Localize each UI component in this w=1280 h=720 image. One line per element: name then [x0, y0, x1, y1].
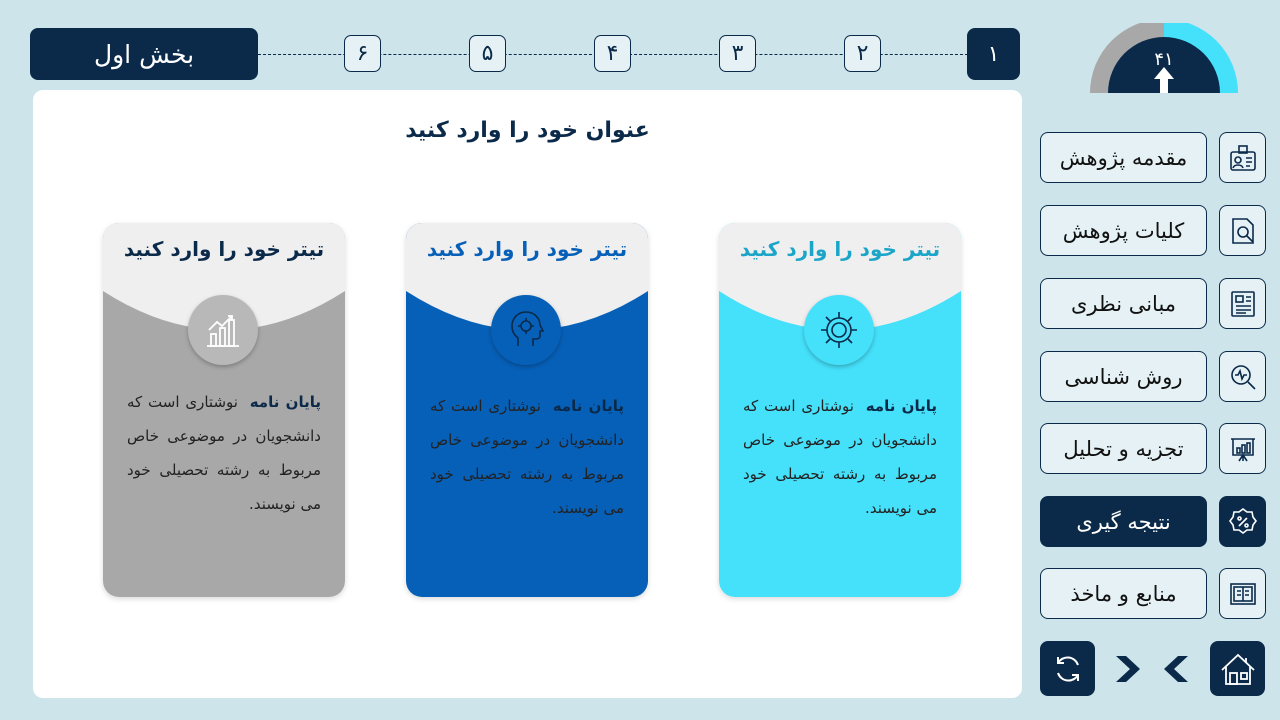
brain-gear-icon — [491, 295, 561, 365]
page-title: عنوان خود را وارد کنید — [405, 118, 650, 143]
home-icon[interactable] — [1210, 641, 1265, 696]
section-label: بخش اول — [30, 28, 258, 80]
card-1-title: تیتر خود را وارد کنید — [739, 237, 941, 261]
card-2 — [406, 223, 648, 597]
card-3 — [103, 223, 345, 597]
progress-value: ۴۱ — [1154, 49, 1174, 70]
card-1-text-body: نوشتاری است که دانشجویان در موضوعی خاص مربوط به رشته تحصیلی خود می نویسند. — [743, 397, 937, 517]
card-2-title: تیتر خود را وارد کنید — [426, 237, 628, 261]
nav-item-methodology[interactable]: روش شناسی — [1040, 351, 1207, 402]
refresh-icon[interactable] — [1040, 641, 1095, 696]
card-3-title: تیتر خود را وارد کنید — [123, 237, 325, 261]
nav-item-overview[interactable]: کلیات پژوهش — [1040, 205, 1207, 256]
card-1-text-bold: پایان نامه — [865, 397, 937, 415]
step-2[interactable]: ۲ — [844, 35, 881, 72]
percent-badge-icon[interactable] — [1219, 496, 1266, 547]
presentation-board-icon[interactable] — [1219, 423, 1266, 474]
nav-item-introduction[interactable]: مقدمه پژوهش — [1040, 132, 1207, 183]
open-book-icon[interactable] — [1219, 568, 1266, 619]
card-2-text-bold: پایان نامه — [552, 397, 624, 415]
step-3[interactable]: ۳ — [719, 35, 756, 72]
card-3-text — [127, 385, 321, 521]
next-arrow-icon[interactable] — [1112, 652, 1144, 686]
nav-item-theory[interactable]: مبانی نظری — [1040, 278, 1207, 329]
card-2-text — [430, 389, 624, 525]
magnifier-pulse-icon[interactable] — [1219, 351, 1266, 402]
card-1 — [719, 223, 961, 597]
document-search-icon[interactable] — [1219, 205, 1266, 256]
id-card-icon[interactable] — [1219, 132, 1266, 183]
card-3-text-body: نوشتاری است که دانشجویان در موضوعی خاص مربوط به رشته تحصیلی خود می نویسند. — [127, 393, 321, 513]
progress-gauge — [1090, 23, 1238, 93]
step-1[interactable]: ۱ — [967, 28, 1020, 80]
newspaper-icon[interactable] — [1219, 278, 1266, 329]
step-6[interactable]: ۶ — [344, 35, 381, 72]
nav-item-analysis[interactable]: تجزیه و تحلیل — [1040, 423, 1207, 474]
card-1-text — [743, 389, 937, 525]
card-2-text-body: نوشتاری است که دانشجویان در موضوعی خاص مربوط به رشته تحصیلی خود می نویسند. — [430, 397, 624, 517]
step-4[interactable]: ۴ — [594, 35, 631, 72]
card-3-text-bold: پایان نامه — [249, 393, 321, 411]
chart-growth-icon — [188, 295, 258, 365]
gear-icon — [804, 295, 874, 365]
prev-arrow-icon[interactable] — [1160, 652, 1192, 686]
nav-item-conclusion[interactable]: نتیجه گیری — [1040, 496, 1207, 547]
step-5[interactable]: ۵ — [469, 35, 506, 72]
nav-item-references[interactable]: منابع و ماخذ — [1040, 568, 1207, 619]
